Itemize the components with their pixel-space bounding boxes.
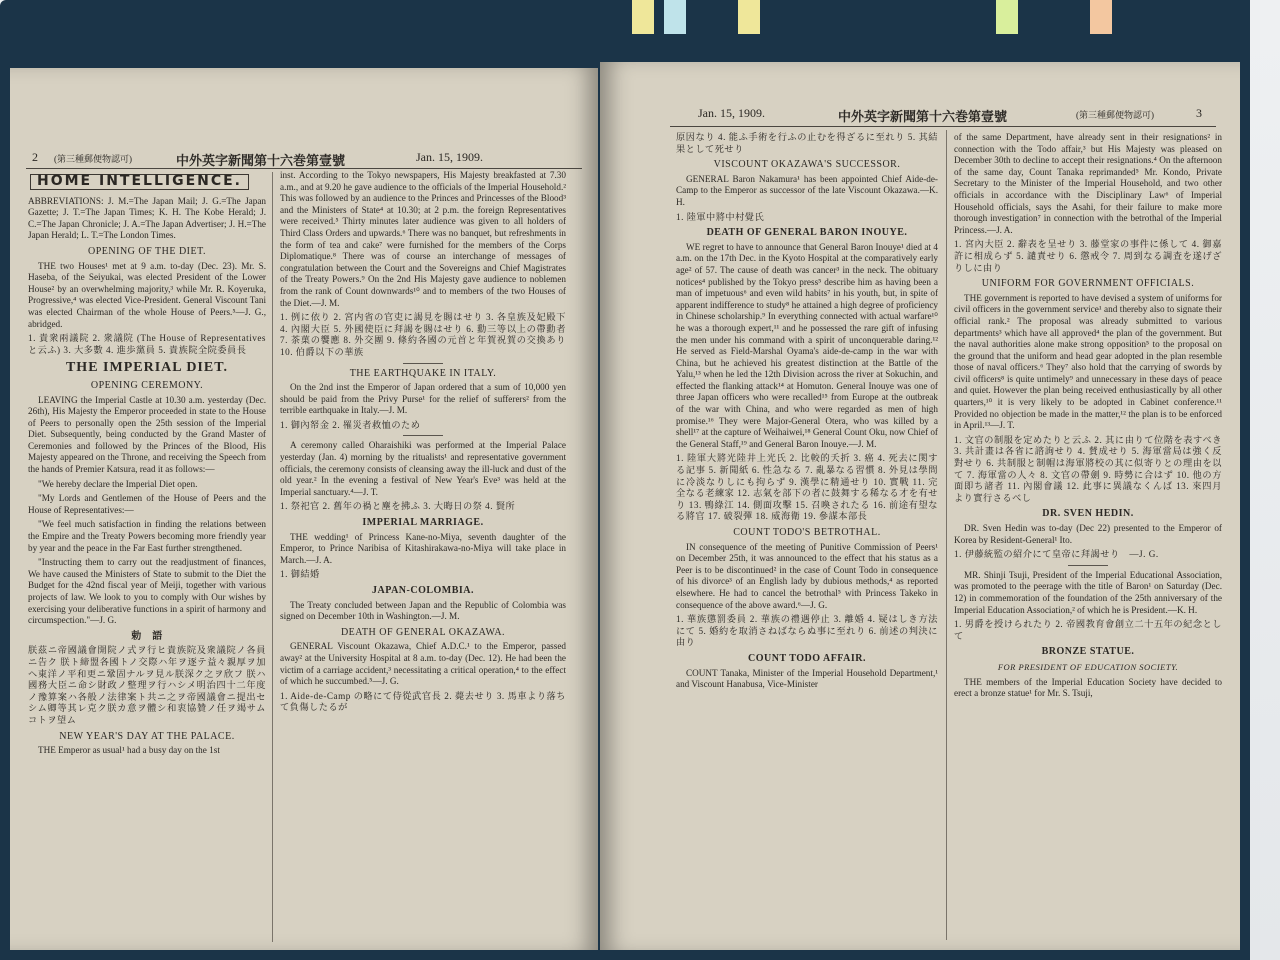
vocab-notes: 1. 祭祀官 2. 舊年の禍と塵を拂ふ 3. 大晦日の祭 4. 賢所 [280, 501, 516, 512]
page-number: 3 [1196, 106, 1202, 120]
sticky-tab-blue [664, 0, 686, 34]
newspaper-title: 中外英字新聞第十六巻第壹號 [838, 109, 1008, 124]
article-heading: VISCOUNT OKAZAWA'S SUCCESSOR. [713, 159, 901, 171]
column-divider [946, 130, 947, 940]
rescript-text: 朕茲ニ帝國議會開院ノ式ヲ行ヒ貴族院及衆議院ノ各員ニ告ク 朕ト締盟各國トノ交際ハ年ヲ逐テ益々親厚ヲ加ヘ東洋ノ平和更ニ鞏固ナルヲ見ル朕深ク之ヲ欣フ 朕ハ國務大臣ニ命シ財政ノ整理ヲ行ハシメ明治四十二年度ノ豫算案ハ各般ノ法律案ト共ニ之ヲ帝國議會ニ提出セシム卿等其レ克ク朕カ意ヲ體シ和衷協贊ノ任ヲ竭サムコトヲ望ム [28, 645, 266, 725]
article-heading: THE IMPERIAL DIET. [65, 360, 229, 376]
article-text: GENERAL Baron Nakamura¹ has been appointed Chief Aide-de-Camp to the Emperor as successor of the late Viscount Okazawa.—K. H. [676, 173, 938, 207]
separator [403, 435, 443, 436]
speech-text: "We hereby declare the Imperial Diet open. [38, 478, 198, 489]
article-text: THE wedding¹ of Princess Kane-no-Miya, seventh daughter of the Emperor, to Prince Naribisa of Kitashirakawa-no-Miya will take place in March.—J. A. [280, 531, 566, 565]
article-text: On the 2nd inst the Emperor of Japan ordered that a sum of 10,000 yen should be paid from the Privy Purse¹ for the relief of sufferers² from the terrible earthquake in Italy.—J. M. [280, 382, 566, 416]
separator [1068, 565, 1108, 566]
article-text: MR. Shinji Tsuji, President of the Imperial Educational Association, was promoted to the peerage with the title of Baron¹ on Saturday (Dec. 12) in commemoration of the foundation of the 25th anniversary of the Imperial Education Association,² of which he is President.—K. H. [954, 569, 1222, 615]
vocab-notes: 1. 宮內大臣 2. 辭表を呈せり 3. 藤堂家の事件に係して 4. 御嘉許に相成らず 5. 譴責せり 6. 懲戒令 7. 周到なる調査を遂げざりしに由り [954, 239, 1222, 273]
article-heading: BRONZE STATUE. [1041, 646, 1135, 658]
article-text: IN consequence of the meeting of Punitive Commission of Peers¹ on December 25th, it was announced to the effect that his status as a Peer is to be discontinued² in the case of Count Todo in consequence of his divorce³ of an English lady by dubious methods,⁴ as reported elsewhere. He had to cancel the betrothal⁵ with Princess Takeko in consequence of the above award.⁶—J. G. [676, 541, 938, 610]
vocab-notes: 1. 伊藤統監の紹介にて皇帝に拜謁せり —J. G. [954, 549, 1159, 560]
article-heading: UNIFORM FOR GOVERNMENT OFFICIALS. [981, 278, 1195, 290]
article-heading: IMPERIAL MARRIAGE. [362, 517, 484, 529]
postal-permit: (第三種郵便物認可) [54, 154, 132, 164]
left-page-header [26, 150, 580, 168]
article-heading: COUNT TODO AFFAIR. [748, 652, 866, 664]
article-subheading: FOR PRESIDENT OF EDUCATION SOCIETY. [997, 661, 1179, 672]
issue-date: Jan. 15, 1909. [698, 106, 765, 120]
left-column-2 [280, 170, 566, 948]
right-column-2 [954, 132, 1222, 944]
article-text: LEAVING the Imperial Castle at 10.30 a.m. yesterday (Dec. 26th), His Majesty the Emperor proceeded in state to the House of Peers to personally open the 25th session of the Imperial Diet. Subsequently, being conducted by the Grand Master of Ceremonies and followed by the Princes of the Blood, His Majesty appeared on the Throne, and receiving the Speech from the hands of Premier Katsura, read it as follows:— [28, 394, 266, 475]
speech-text: "Instructing them to carry out the readjustment of finances, We have caused the Ministers of State to submit to the Diet the Budget for the 42nd fiscal year of Meiji, together with various projects of law. We look to you to comply with Our wishes by exercising your deliberative functions in a spirit of harmony and circumspection."—J. G. [28, 557, 266, 626]
header-rule [670, 126, 1216, 127]
postal-permit: (第三種郵便物認可) [1076, 110, 1154, 120]
vocab-notes: 1. 例に依り 2. 宮内省の官吏に謁見を賜はせり 3. 各皇族及妃殿下 4. 內閣大臣 5. 外國使臣に拜謁を賜はせり 6. 勳三等以上の帶勳者 7. 茶菓の饗應 8. 外交團 9. 條約各國の元首と年賀祝賀の交換あり 10. 伯爵以下の華族 [280, 312, 566, 357]
vocab-notes: 1. Aide-de-Camp の略にて侍從武官長 2. 薨去せり 3. 馬車より落ちて負傷したるが [280, 690, 566, 713]
vocab-notes: 1. 男爵を授けられたり 2. 帝國教育會創立二十五年の紀念として [954, 619, 1222, 641]
article-text: WE regret to have to announce that General Baron Inouye¹ died at 4 a.m. on the 17th Dec. in the Kyoto Hospital at the comparatively early age² of 57. The cause of death was cancer³ in the neck. The obituary notices⁴ published by the Tokyo press⁵ describe him as having been a man of impetuous⁶ and even wild habits⁷ in his youth, but, in spite of apparent indifference to study⁸ he attained a high degree of proficiency in Chinese scholarship.⁹ In everything connected with actual warfare¹⁰ he was a thorough expert,¹¹ and he possessed the rare gift of infusing the men under his command with a spirit of unconquerable daring.¹² He served as Field-Marshal Oyama's aide-de-camp in the war with China, but he achieved his greatest distinction at the Battle of the Yalu,¹³ when he led the 12th Division across the river at Sokuchin, and effected the flanking attack¹⁴ at Homuton. General Inouye was one of three Japan officers who were recalled¹⁵ from Europe at the outbreak of the war with China, and who were regarded as men of high promise.¹⁶ They were Major-General Otera, who was killed by a shell¹⁷ at the capture of Weihaiwei,¹⁸ General Count Oku, now Chief of the General Staff,¹⁹ and General Baron Inouye.—J. M. [676, 241, 938, 449]
vocab-notes: 1. 華族懲罰委員 2. 華族の禮遇停止 3. 離婚 4. 疑はしき方法にて 5. 婚約を取消さねばならぬ事に至れり 6. 前述の判決に由り [676, 614, 938, 648]
newspaper-title: 中外英字新聞第十六巻第壹號 [176, 153, 346, 168]
article-text: THE government is reported to have devised a system of uniforms for civil officers in the government service¹ and thereby also to signate their official rank.² The proposal was already submitted to various departments³ which have all approved⁴ the plan of the government. But the naval authorities alone make strong opposition⁵ to the proposal on the ground that the uniform and head gear adopted in the plan resemble those of naval officers.⁶ They⁷ also hold that the carrying of swords by civil officers⁸ is quite untimely⁹ and unnecessary in these days of peace and quiet. However the plan being received enthusiastically by all other quarters,¹⁰ it is very likely to be adopted in Cabinet conference.¹¹ Provided no objection be made in the matter,¹² the plan is to be enforced in April.¹³—J. T. [954, 292, 1222, 431]
article-text: GENERAL Viscount Okazawa, Chief A.D.C.¹ to the Emperor, passed away² at the University Hospital at 8 a.m. to-day (Dec. 12). He had been the victim of a carriage accident,³ necessitating a critical operation,⁴ to the effect of which he succumbed.⁵—J. G. [280, 641, 566, 687]
sticky-tab-yellow [632, 0, 654, 34]
article-heading: DR. SVEN HEDIN. [1042, 508, 1134, 520]
header-rule [26, 168, 582, 169]
sticky-tab-orange [1090, 0, 1112, 34]
right-column-1 [676, 132, 938, 944]
article-heading: NEW YEAR'S DAY AT THE PALACE. [59, 730, 235, 742]
column-divider [272, 172, 273, 942]
vocab-notes: 原因なり 4. 能ふ手術を行ふの止むを得ざるに至れり 5. 其結果として死せり [676, 132, 938, 154]
article-text: The Treaty concluded between Japan and the Republic of Colombia was signed on December 10th in Washington.—J. M. [280, 599, 566, 622]
right-page-header [616, 106, 1222, 124]
left-column-1 [28, 170, 266, 948]
article-heading: COUNT TODO'S BETROTHAL. [733, 527, 881, 538]
article-heading: THE EARTHQUAKE IN ITALY. [349, 367, 497, 379]
article-text: THE two Houses¹ met at 9 a.m. to-day (Dec. 23). Mr. S. Haseba, of the Seiyukai, was elected President of the Lower House² by an overwhelming majority,³ while Mr. R. Koyeruka, Progressive,⁴ was elected Vice-President. General Viscount Tani was elected Chairman of the whole House of Peers.⁵—J. G., abridged. [28, 260, 266, 329]
article-heading: DEATH OF GENERAL OKAZAWA. [340, 626, 506, 638]
article-text: of the same Department, have already sent in their resignations² in connection with the Todo affair,³ but His Majesty was pleased on December 30th to decline to accept their resignations.⁴ On the afternoon of the same day, Count Tanaka reprimanded⁵ Mr. Kondo, Private Secretary to the Minister of the Imperial Household, and two other officials in accordance with the Disciplinary Law⁶ of Imperial Household officials, says the Asahi, for their failure to make more thorough investigation⁷ in connection with the betrothal of the Imperial Princess.—J. A. [954, 132, 1222, 235]
rescript-heading: 勅 語 [131, 630, 163, 642]
article-subheading: OPENING CEREMONY. [90, 379, 204, 391]
vocab-notes: 1. 陸軍中將中村覺氏 [676, 211, 765, 222]
article-heading: OPENING OF THE DIET. [88, 245, 206, 257]
vocab-notes: 1. 文官の制服を定めたりと云ふ 2. 其に由りて位階を表すべき 3. 共計畫は各省に諮詢せり 4. 賛成せり 5. 海軍當局は強く反對せり 6. 共制服と制帽は海軍將校の其に似寄りとの理由を以て 7. 海軍當の人々 8. 文官の帶劍 9. 時勢に合はず 10. 他の方面即ち諸者 11. 內閣會議 12. 此事に異議なくんば 13. 來四月より實行さるべし [954, 434, 1222, 503]
speech-text: "My Lords and Gentlemen of the House of Peers and the House of Representatives:— [28, 493, 266, 515]
issue-date: Jan. 15, 1909. [416, 150, 483, 164]
left-page [10, 68, 598, 950]
article-text: inst. According to the Tokyo newspapers, His Majesty breakfasted at 7.30 a.m., and at 9.20 he gave audience to the officials of the Imperial Household.² This was followed by an audience to the Princes and Princesses of the Blood³ and the Ministers of State⁴ at 10.30; at 2 p.m. the foreign Representatives were received.⁵ Thirty minutes later audience was given to all holders of Third Class Orders and upwards.⁶ There was no banquet, but refreshments in the form of tea and cake⁷ were furnished for the members of the Corps Diplomatique.⁸ There was of course an interchange of messages of congratulation between the Court and the Sovereigns and Chief Magistrates of the Treaty Powers.⁹ On the 2nd His Majesty gave audience to noblemen from the rank of Count downwards¹⁰ and to members of the two Houses of the Diet.—J. M. [280, 170, 566, 308]
vocab-notes: 1. 御結婚 [280, 569, 320, 580]
separator [403, 363, 443, 364]
article-text: THE members of the Imperial Education Society have decided to erect a bronze statue¹ for Mr. S. Tsuji, [954, 676, 1222, 699]
article-text: DR. Sven Hedin was to-day (Dec 22) presented to the Emperor of Korea by Resident-General¹ Ito. [954, 523, 1222, 545]
vocab-notes: 1. 貴衆兩議院 2. 衆議院 (The House of Representatives と云ふ) 3. 大多數 4. 進歩黨員 5. 貴族院全院委員長 [28, 333, 266, 355]
page-number: 2 [32, 150, 38, 164]
right-page [600, 62, 1240, 950]
vocab-notes: 1. 御內帑金 2. 罹災者救恤のため [280, 419, 421, 430]
section-banner: HOME INTELLIGENCE. [30, 174, 249, 190]
sticky-tab-green [996, 0, 1018, 34]
vocab-notes: 1. 陸軍大將光陸井上光氏 2. 比較的夭折 3. 癌 4. 死去に関する記事 5. 新聞紙 6. 性急なる 7. 亂暴なる習慣 8. 外見は學問に冷淡なりしにも拘らず 9. 漢學に精通せり 10. 實戰 11. 完全なる老練家 12. 志氣を部下の者に鼓舞する稀なる才を有せり 13. 鴨綠江 14. 側面攻擊 15. 召喚されたる 16. 前途有望なる將官 17. 破裂彈 18. 威海衛 19. 參謀本部長 [676, 453, 938, 522]
sticky-tab-yellow-2 [738, 0, 760, 34]
speech-text: "We feel much satisfaction in finding the relations between the Empire and the Treaty Powers becoming more friendly year by year and the peace in the Far East further strengthened. [28, 519, 266, 553]
article-text: THE Emperor as usual¹ had a busy day on the 1st [38, 745, 220, 756]
article-text: A ceremony called Oharaishiki was performed at the Imperial Palace yesterday (Jan. 4) morning by the ritualists¹ and representative government officials, the ceremony consists of cleansing away the ill-luck and dust of the old year.² In the evening a festival of New Year's Eve³ was held at the Imperial sanctuary.⁴—J. T. [280, 440, 566, 497]
abbreviations: ABBREVIATIONS: J. M.=The Japan Mail; J. G.=The Japan Gazette; J. T.=The Japan Times; K. H. The Kobe Herald; J. C.=The Japan Chronicle; J. A.=The Japan Advertiser; J. H.=The Japan Herald; L. T.=The London Times. [28, 195, 266, 241]
article-heading: DEATH OF GENERAL BARON INOUYE. [706, 227, 908, 239]
article-text: COUNT Tanaka, Minister of the Imperial Household Department,¹ and Viscount Hanabusa, Vice-Minister [676, 667, 938, 690]
article-heading: JAPAN-COLOMBIA. [371, 585, 475, 596]
